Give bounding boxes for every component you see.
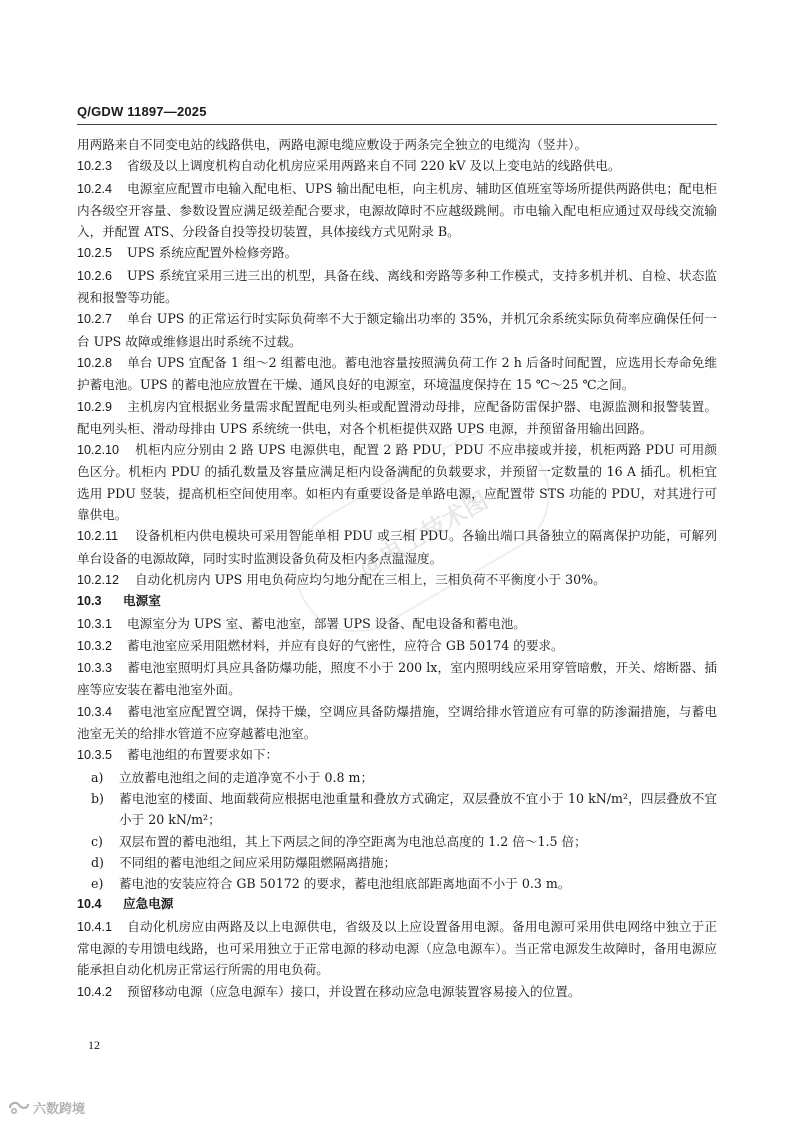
clause-paragraph bbox=[77, 657, 717, 701]
brand-logo-icon bbox=[8, 1100, 30, 1116]
clause-paragraph bbox=[77, 308, 717, 352]
clause-text: 蓄电池室应采用阻燃材料，并应有良好的气密性，应符合 GB 50174 的要求。 bbox=[127, 637, 564, 653]
clause-number: 10.3.1 bbox=[77, 616, 113, 631]
clause-text: 机柜内应分别由 2 路 UPS 电源供电，配置 2 路 PDU，PDU 不应串接或并接，机柜两路 PDU 可用颜色区分。机柜内 PDU 的插孔数量及容量应满足柜内设备满配的负载要求，并预留一定数量的 16 A 插孔。机柜宜选用 PDU 竖装，提高机柜空间使用率。如柜内有重要设备是单路电源，应配置带 STS 功能的 PDU，对其进行可靠供电。 bbox=[77, 442, 717, 523]
clause-paragraph bbox=[77, 396, 717, 440]
clause-text: 自动化机房内 UPS 用电负荷应均匀地分配在三相上，三相负荷不平衡度小于 30%。 bbox=[135, 571, 606, 587]
header-rule bbox=[77, 124, 717, 125]
clause-paragraph bbox=[77, 635, 717, 657]
clause-number: 10.4.1 bbox=[77, 919, 113, 934]
clause-number: 10.2.4 bbox=[77, 181, 113, 196]
list-item bbox=[77, 767, 717, 788]
clause-paragraph bbox=[77, 178, 717, 243]
clause-text: 蓄电池室照明灯具应具备防爆功能，照度不小于 200 lx，室内照明线应采用穿管暗敷，开关、熔断器、插座等应安装在蓄电池室外面。 bbox=[77, 660, 717, 698]
section-heading bbox=[77, 894, 717, 915]
clause-text: UPS 系统应配置外检修旁路。 bbox=[127, 245, 298, 261]
list-item bbox=[77, 831, 717, 852]
clause-number: 10.3.3 bbox=[77, 661, 113, 676]
clause-number: 10.3.2 bbox=[77, 638, 113, 653]
standard-code-header: Q/GDW 11897—2025 bbox=[77, 104, 207, 119]
clause-text: UPS 系统宜采用三进三出的机型，具备在线、离线和旁路等多种工作模式，支持多机并机、自检、状态监视和报警等功能。 bbox=[77, 267, 717, 306]
clause-text: 自动化机房应由两路及以上电源供电，省级及以上应设置备用电源。备用电源可采用供电网络中独立于正常电源的专用馈电线路，也可采用独立于正常电源的移动电源（应急电源车）。当正常电源发生故障时，备用电源应能承担自动化机房正常运行所需的用电负荷。 bbox=[77, 918, 717, 978]
clause-text: 预留移动电源（应急电源车）接口，并设置在移动应急电源装置容易接入的位置。 bbox=[127, 983, 581, 999]
clause-paragraph bbox=[77, 981, 717, 1003]
clause-number: 10.3.4 bbox=[77, 704, 113, 719]
clause-text: 立放蓄电池组之间的走道净宽不小于 0.8 m； bbox=[119, 769, 374, 785]
clause-text: 蓄电池室的楼面、地面载荷应根据电池重量和叠放方式确定，双层叠放不宜小于 10 kN/m²，四层叠放不宜小于 20 kN/m²； bbox=[119, 790, 717, 828]
clause-text: 单台 UPS 的正常运行时实际负荷率不大于额定输出功率的 35%，并机冗余系统实际负荷率应确保任何一台 UPS 故障或维修退出时系统不过载。 bbox=[77, 311, 717, 349]
clause-text: 单台 UPS 宜配备 1 组～2 组蓄电池。蓄电池容量按照满负荷工作 2 h 后备时间配置，应选用长寿命免维护蓄电池。UPS 的蓄电池应放置在干燥、通风良好的电源室，环境温度保持在 15 ℃～25 ℃之间。 bbox=[77, 354, 717, 393]
clause-paragraph bbox=[77, 242, 717, 264]
clause-text: 双层布置的蓄电池组，其上下两层之间的净空距离为电池总高度的 1.2 倍～1.5 倍； bbox=[119, 833, 587, 849]
clause-text: 省级及以上调度机构自动化机房应采用两路来自不同 220 kV 及以上变电站的线路供电。 bbox=[127, 158, 621, 174]
item-label: d) bbox=[91, 854, 104, 870]
clause-text: 电源室应配置市电输入配电柜、UPS 输出配电柜，向主机房、辅助区值班室等场所提供两路供电；配电柜内各级空开容量、参数设置应满足级差配合要求，电源故障时不应越级跳闸。市电输入配电柜应通过双母线交流输入，并配置 ATS、分段备自投等投切装置，具体接线方式见附录 B。 bbox=[77, 180, 717, 240]
clause-number: 10.4.2 bbox=[77, 984, 113, 999]
clause-number: 10.2.7 bbox=[77, 312, 113, 327]
item-label: c) bbox=[91, 833, 103, 849]
clause-number: 10.2.12 bbox=[77, 572, 120, 587]
watermark-text: @电工技术图 bbox=[353, 486, 493, 583]
section-title: 电源室 bbox=[123, 594, 161, 609]
item-label: e) bbox=[91, 876, 104, 892]
clause-text: 蓄电池组的布置要求如下： bbox=[127, 747, 279, 763]
list-item bbox=[77, 852, 717, 873]
item-label: a) bbox=[91, 769, 104, 785]
brand-watermark bbox=[8, 1098, 85, 1117]
brand-text: 六数跨境 bbox=[33, 1102, 86, 1117]
clause-text: 用两路来自不同变电站的线路供电，两路电源电缆应敷设于两条完全独立的电缆沟（竖井）。 bbox=[77, 137, 588, 152]
clause-paragraph bbox=[77, 701, 717, 745]
clause-paragraph bbox=[77, 155, 717, 177]
clause-text: 蓄电池的安装应符合 GB 50172 的要求，蓄电池组底部距离地面不小于 0.3 m。 bbox=[119, 876, 571, 892]
clause-text: 蓄电池室应配置空调，保持干燥，空调应具备防爆措施，空调给排水管道应有可靠的防渗漏措施，与蓄电池室无关的给排水管道不应穿越蓄电池室。 bbox=[77, 703, 717, 742]
clause-number: 10.3 bbox=[77, 594, 102, 609]
clause-paragraph bbox=[77, 352, 717, 396]
clause-text: 设备机柜内供电模块可采用智能单相 PDU 或三相 PDU。各输出端口具备独立的隔离保护功能，可解列单台设备的电源故障，同时实时监测设备负荷及柜内多点温湿度。 bbox=[77, 528, 717, 566]
clause-paragraph bbox=[77, 134, 717, 155]
clause-paragraph bbox=[77, 916, 717, 981]
clause-number: 10.2.10 bbox=[77, 443, 120, 458]
clause-text: 不同组的蓄电池组之间应采用防爆阻燃隔离措施； bbox=[119, 854, 397, 870]
item-label: b) bbox=[91, 790, 104, 806]
list-item bbox=[77, 873, 717, 894]
clause-number: 10.4 bbox=[77, 897, 102, 912]
clause-number: 10.2.11 bbox=[77, 529, 119, 544]
clause-number: 10.2.3 bbox=[77, 159, 113, 174]
clause-text: 电源室分为 UPS 室、蓄电池室，部署 UPS 设备、配电设备和蓄电池。 bbox=[127, 615, 526, 631]
section-title: 应急电源 bbox=[123, 897, 174, 912]
clause-paragraph bbox=[77, 744, 717, 766]
clause-number: 10.2.9 bbox=[77, 399, 113, 414]
clause-number: 10.2.6 bbox=[77, 268, 113, 283]
clause-paragraph bbox=[77, 265, 717, 309]
page-number: 12 bbox=[88, 1038, 100, 1052]
clause-text: 主机房内宜根据业务量需求配置配电列头柜或配置滑动母排，应配备防雷保护器、电源监测和报警装置。配电列头柜、滑动母排由 UPS 系统统一供电，对各个机柜提供双路 UPS 电源，并预留备用输出回路。 bbox=[77, 398, 717, 436]
clause-number: 10.2.5 bbox=[77, 246, 113, 261]
clause-number: 10.2.8 bbox=[77, 355, 113, 370]
list-item bbox=[77, 788, 717, 831]
clause-number: 10.3.5 bbox=[77, 748, 113, 763]
